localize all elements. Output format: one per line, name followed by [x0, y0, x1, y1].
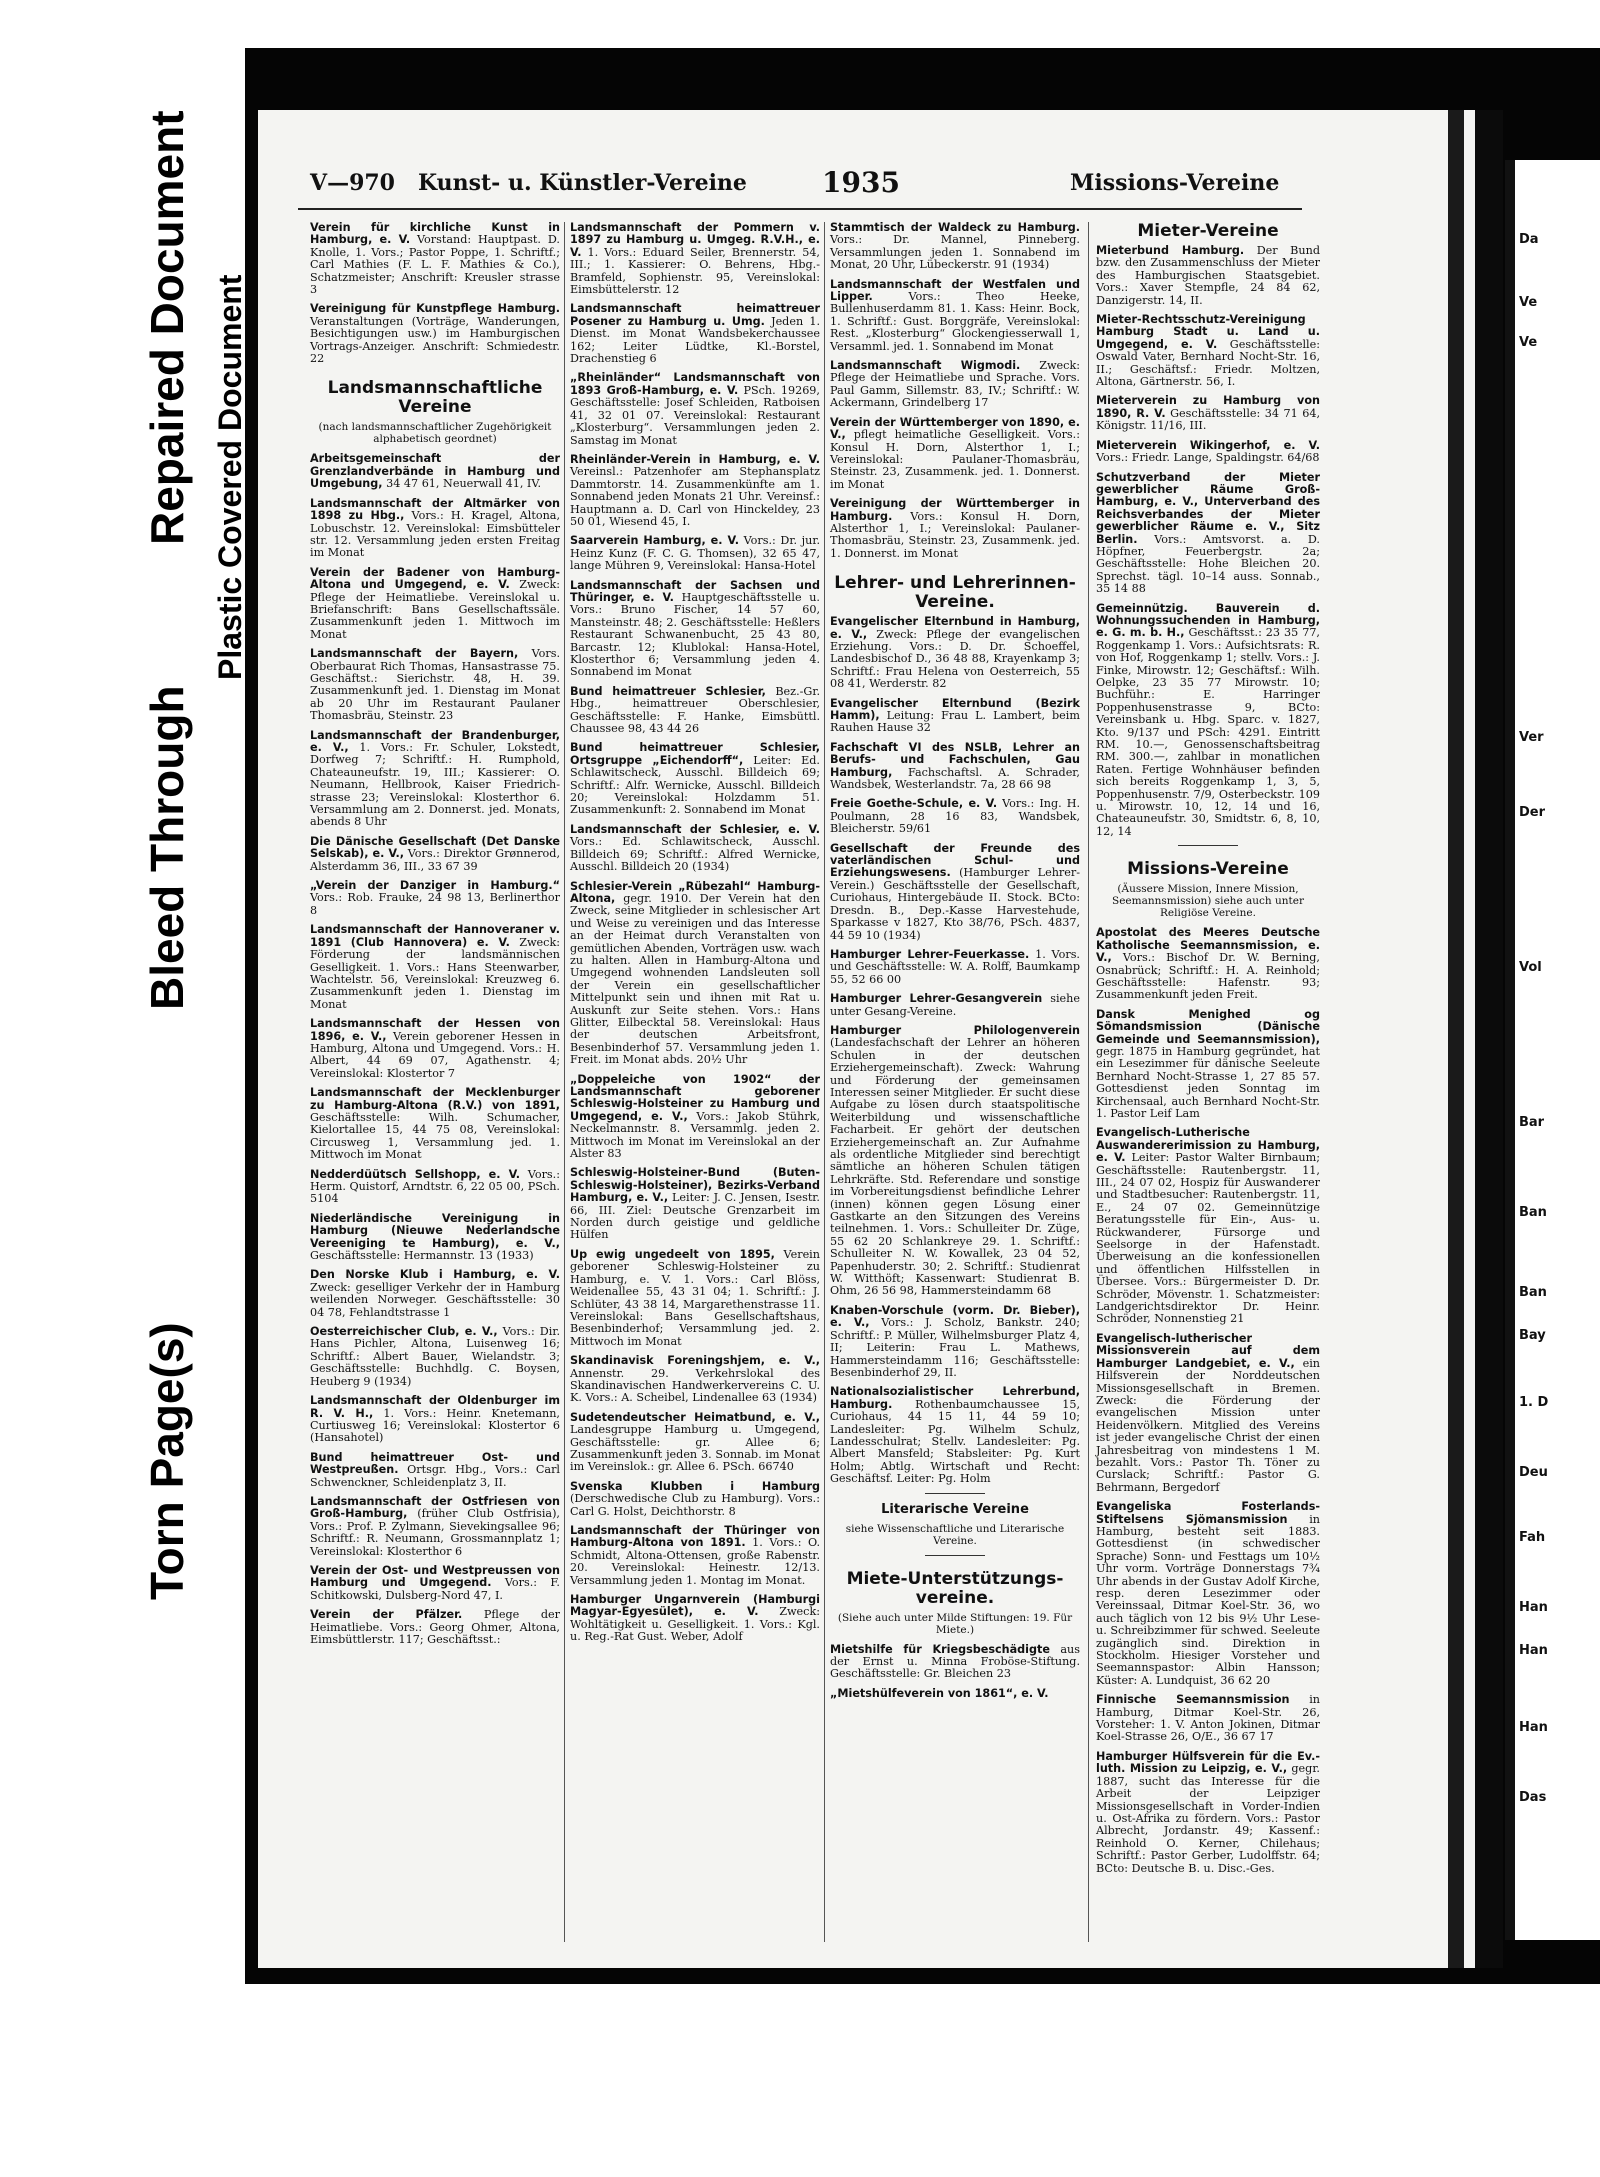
- directory-entry: Dansk Menighed og Sömandsmission (Dänische Gemeinde und Seemannsmission), gegr. 1875 in Hamburg gegründet, hat ein Lesezimmer für dänische Seeleute Bernhard Nocht-Strasse 1, 27 85 57. Gottesdienst jeden Sonntag im Kirchensaal, auch Bernhard Nocht-Str. 1. Pastor Leif Lam: [1096, 1007, 1320, 1120]
- page-header: [310, 166, 1310, 204]
- directory-entry: Landsmannschaft der Sachsen und Thüringer, e. V. Hauptgeschäftsstelle u. Vors.: Bruno Fischer, 14 57 60, Mansteinstr. 48; 2. Geschäftsstelle: Heßlers Restaurant Schwanenbucht, 25 43 80, Barcastr. 12; Klublokal: Hansa-Hotel, Klosterthor 6; Versammlung jeden 4. Sonnabend im Monat: [570, 578, 820, 679]
- directory-entry: Die Dänische Gesellschaft (Det Danske Selskab), e. V., Vors.: Direktor Grønnerod, Alsterdamm 36, III., 33 67 39: [310, 834, 560, 873]
- directory-entry: Landsmannschaft der Thüringer von Hamburg-Altona von 1891. 1. Vors.: O. Schmidt, Altona-Ottensen, große Rabenstr. 20. Vereinslokal: Heinestr. 12/13. Versammlung jeden 1. Montag im Monat.: [570, 1524, 821, 1587]
- column-divider: [824, 222, 825, 1942]
- directory-entry: Schlesier-Verein „Rübezahl“ Hamburg-Altona, gegr. 1910. Der Verein hat den Zweck, seine Mitglieder in schlesischer Art und Weise zu vereinigen und das Interesse an der Heimat durch Veranstalten von gemütlichen Abenden, Vorträgen usw. wach zu halten. Allen in Hamburg-Altona und Umgegend wohnenden Landsleuten soll der Verein ein gesellschaftlicher Mittelpunkt sein und ihnen mit Rat u. Auskunft zur Seite stehen. Vors.: Hans Glitter, Eilbecktal 58. Vereinslokal: Haus der deutschen Arbeitsfront, Besenbinderhof 57. Versammlung jeden 1. Freit. im Monat abds. 20½ Uhr: [570, 879, 820, 1067]
- directory-entry: Evangelisch-Lutherische Auswandererimission zu Hamburg, e. V. Leiter: Pastor Walter Birnbaum; Geschäftsstelle: Rautenbergstr. 11, III., 24 07 02, Hospiz für Auswanderer und Stadtbesucher: Rautenbergstr. 11, E., 24 07 02. Gemeinnützige Beratungsstelle für Ein-, Aus- u. Rückwanderer, Fürsorge und Seelsorge in der Hafenstadt. Überweisung an die konfessionellen und öffentlichen Hilfsstellen in Übersee. Vors.: Bürgermeister D. Dr. Schröder, Mövenstr. 1. Schatzmeister: Landgerichtsdirektor Dr. Heinr. Schröder, Nonnenstieg 21: [1096, 1126, 1320, 1326]
- directory-entry: Verein der Württemberger von 1890, e. V., pflegt heimatliche Geselligkeit. Vors.: Konsul H. Dorn, Alsterthor 1, I.; Vereinslokal: Paulaner-Thomasbräu, Steinstr. 23, Zusammenk. jed. 1. Donnerst. im Monat: [830, 415, 1080, 491]
- directory-entry: Oesterreichischer Club, e. V., Vors.: Dir. Hans Pichler, Altona, Luisenweg 16; Schriftf.: Albert Bauer, Wielandstr. 3; Geschäftsstelle: Buchhdlg. C. Boysen, Heuberg 9 (1934): [310, 1325, 561, 1388]
- directory-entry: Hamburger Philologenverein (Landesfachschaft der Lehrer an höheren Schulen in der deutschen Erziehergemeinschaft). Zweck: Wahrung und Förderung der gemeinsamen Interessen seiner Mitglieder. Er sucht diese Aufgabe zu lösen durch staatspolitische Weiterbildung und wissenschaftliche Facharbeit. Er gehört der deutschen Erziehergemeinschaft an. Zur Aufnahme als ordentliche Mitglieder sind berechtigt sämtliche an höheren Schulen tätigen Lehrkräfte. Std. Referendare und sonstige im Vorbereitungsdienst befindliche Lehrer (innen) können gegen Lösung einer Gastkarte an den Sitzungen des Vereins teilnehmen. 1. Vors.: Schulleiter Dr. Züge, 55 62 20 Schlankreye 29. 1. Schriftf.: Schulleiter N. W. Kowallek, 23 04 52, Papenhuderstr. 30; 2. Schriftf.: Studienrat W. Witthöft; Kassenwart: Studienrat B. Ohm, 26 56 98, Hammersteindamm 68: [830, 1023, 1080, 1298]
- adjacent-page-fragment: Der: [1519, 805, 1546, 820]
- directory-entry: Landsmannschaft der Altmärker von 1898 zu Hbg., Vors.: H. Kragel, Altona, Lobuschstr. 12. Vereinslokal: Eimsbütteler str. 12. Versammlung jeden ersten Freitag im Monat: [310, 496, 560, 560]
- section-note: (Äussere Mission, Innere Mission, Seemannsmission) siehe auch unter Religiöse Vereine.: [1112, 883, 1304, 920]
- directory-entry: Evangeliska Fosterlands-Stiftelsens Sjömansmission in Hamburg, besteht seit 1883. Gottesdienst (in schwedischer Sprache) Sonn- und Festtags um 10½ Uhr vorm. Vorträge Donnerstags 7¾ Uhr abends in der Gustav Adolf Kirche, resp. deren Lesezimmer oder Vereinssaal, Ditmar Koel-Str. 36, wo auch täglich von 12 bis 9½ Uhr Lese- u. Schreibzimmer für schwed. Seeleute zugänglich sind. Direktion in Stockholm. Hiesiger Vorsteher und Seemannspastor: Albin Hansson; Küster: A. Lundquist, 36 62 20: [1096, 1500, 1320, 1687]
- directory-entry: Knaben-Vorschule (vorm. Dr. Bieber), e. V., Vors.: J. Scholz, Bankstr. 240; Schriftf.: P. Müller, Wilhelmsburger Platz 4, II; Leiterin: Frau L. Mathews, Hammersteindamm 116; Geschäftsstelle: Besenbinderhof 29, II.: [830, 1303, 1080, 1379]
- adjacent-page-fragment: Ve: [1519, 295, 1538, 310]
- adjacent-page-fragment: Fah: [1519, 1530, 1546, 1545]
- section-heading: Landsmannschaftliche Vereine: [327, 378, 543, 418]
- column-divider: [564, 222, 565, 1942]
- directory-entry: Vereinigung der Württemberger in Hamburg. Vors.: Konsul H. Dorn, Alsterthor 1, I.; Vereinslokal: Paulaner-Thomasbräu, Steinstr. 23, Zusammenk. jed. 1. Donnerst. im Monat: [830, 497, 1080, 560]
- section-heading: Mieter-Vereine: [1137, 221, 1279, 241]
- directory-entry: „Rheinländer“ Landsmannschaft von 1893 Groß-Hamburg, e. V. PSch. 19269, Geschäftsstelle: Josef Schleiden, Ratboisen 41, 32 01 07. Vereinslokal: Restaurant „Klosterburg“. Versammlungen jeden 2. Samstag im Monat: [570, 371, 820, 447]
- directory-entry: Nedderdüütsch Sellshopp, e. V. Vors.: Herm. Quistorf, Arndtstr. 6, 22 05 00, PSch. 5104: [310, 1167, 560, 1206]
- directory-entry: Apostolat des Meeres Deutsche Katholische Seemannsmission, e. V., Vors.: Bischof Dr. W. Berning, Osnabrück; Schriftf.: H. A. Reinhold; Geschäftsstelle: Hafenstr. 93; Zusammenkunft jeden Freit.: [1096, 926, 1320, 1002]
- section-heading: Literarische Vereine: [881, 1501, 1029, 1517]
- directory-entry: Bund heimattreuer Ost- und Westpreußen. Ortsgr. Hbg., Vors.: Carl Schwenckner, Schleidenplatz 3, II.: [310, 1450, 561, 1489]
- label-margin: [0, 48, 245, 1984]
- adjacent-page-fragment: Bay: [1519, 1328, 1546, 1343]
- directory-entry: Sudetendeutscher Heimatbund, e. V., Landesgruppe Hamburg u. Umgegend, Geschäftsstelle: gr. Allee 6; Zusammenkunft jeden 3. Sonnab. im Monat im Vereinslok.: gr. Allee 6. PSch. 66740: [570, 1410, 820, 1474]
- directory-entry: Mieterbund Hamburg. Der Bund bzw. den Zusammenschluss der Mieter des Hamburgischen Staatsgebiet. Vors.: Xaver Stempfle, 24 84 62, Danzigerstr. 14, II.: [1096, 244, 1320, 307]
- directory-entry: Bund heimattreuer Schlesier, Bez.-Gr. Hbg., heimattreuer Oberschlesier, Geschäftsstelle: F. Hanke, Eimsbüttl. Chaussee 98, 43 44 26: [570, 684, 821, 736]
- adjacent-page-fragment: Ban: [1519, 1205, 1547, 1220]
- adjacent-page-fragment: Ve: [1519, 335, 1538, 350]
- directory-entry: Verein für kirchliche Kunst in Hamburg, e. V. Vorstand: Hauptpast. D. Knolle, 1. Vors.; Pastor Poppe, 1. Schriftf.; Carl Mathies (F. L. F. Mathies & Co.), Schatzmeister; Anschrift: Kreusler strasse 3: [310, 221, 560, 297]
- directory-entry: Niederländische Vereinigung in Hamburg (Nieuwe Nederlandsche Vereeniging te Hamburg), e. V., Geschäftsstelle: Hermannstr. 13 (1933): [310, 1211, 560, 1263]
- directory-entry: Finnische Seemannsmission in Hamburg, Ditmar Koel-Str. 26, Vorsteher: 1. V. Anton Jokinen, Ditmar Koel-Strasse 26, O/E., 36 67 17: [1096, 1693, 1320, 1744]
- directory-page: [258, 110, 1480, 1968]
- column-4: [1096, 222, 1320, 1882]
- directory-entry: Saarverein Hamburg, e. V. Vors.: Dr. jur. Heinz Kunz (F. C. G. Thomsen), 32 65 47, lange Mühren 9, Vereinslokal: Hansa-Hotel: [570, 534, 821, 573]
- directory-entry: Gemeinnützig. Bauverein d. Wohnungssuchenden in Hamburg, e. G. m. b. H., Geschäftsst.: 23 35 77, Roggenkamp 1. Vors.: Aufsichtsrats: R. von Hof, Roggenkamp 1; stellv. Vors.: J. Finke, Mirowstr. 12; Geschäftsf.: Wilh. Oelpke, 23 35 77 Mirowstr. 10; Buchführ.: E. Harringer Poppenhusenstrasse 9, BCto: Vereinsbank u. Hbg. Sparc. v. 1827, Kto. 9/137 und PSch: 4291. Eintritt RM. 10.—, Genossenschaftsbeitrag RM. 300.—, zahlbar in monatlichen Raten. Fertige Wohnhäuser befinden sich bereits Roggenkamp 1, 3, 5, Poppenhusenstr. 7/9, Osterbeckstr. 109 u. Mirowstr. 10, 12, 14 und 16, Chateauneufstr. 30, Smidtstr. 6, 8, 10, 12, 14: [1096, 601, 1320, 838]
- directory-entry: Vereinigung für Kunstpflege Hamburg. Veranstaltungen (Vorträge, Wanderungen, Besichtigungen usw.) im Hamburgischen Vortrags-Anzeiger. Anschrift: Schmiedestr. 22: [310, 302, 560, 366]
- adjacent-page-fragment: Bar: [1519, 1115, 1545, 1130]
- directory-entry: Fachschaft VI des NSLB, Lehrer an Berufs- und Fachschulen, Gau Hamburg, Fachschaftsl. A. Schrader, Wandsbek, Westerlandstr. 7a, 28 66 98: [830, 740, 1080, 792]
- directory-entry: Den Norske Klub i Hamburg, e. V. Zweck: geselliger Verkehr der in Hamburg weilenden Norweger. Geschäftsstelle: 30 04 78, Fehlandtstrasse 1: [310, 1268, 560, 1319]
- section-note: (nach landsmannschaftlicher Zugehörigkeit alphabetisch geordnet): [318, 421, 552, 446]
- section-heading: Lehrer- und Lehrerinnen-Vereine.: [834, 573, 1076, 613]
- directory-entry: Arbeitsgemeinschaft der Grenzlandverbände in Hamburg und Umgebung, 34 47 61, Neuerwall 41, IV.: [310, 452, 560, 491]
- directory-entry: Schleswig-Holsteiner-Bund (Buten-Schleswig-Holsteiner), Bezirks-Verband Hamburg, e. V., Leiter: J. C. Jensen, Isestr. 66, III. Ziel: Deutsche Grenzarbeit im Norden durch geistige und geldliche Hülfen: [570, 1166, 820, 1242]
- directory-entry: Verein der Ost- und Westpreussen von Hamburg und Umgegend. Vors.: F. Schitkowski, Dulsberg-Nord 47, I.: [310, 1563, 560, 1602]
- section-note: (Siehe auch unter Milde Stiftungen: 19. Für Miete.): [837, 1611, 1073, 1636]
- adjacent-page-fragment: Vol: [1519, 960, 1542, 975]
- divider: [925, 1555, 985, 1556]
- directory-entry: Landsmannschaft der Bayern, Vors. Oberbaurat Rich Thomas, Hansastrasse 75. Geschäftst.: Sierichstr. 48, H. 39. Zusammenkunft jed. 1. Dienstag im Monat ab 20 Uhr im Restaurant Paulaner Thomasbräu, Steinstr. 23: [310, 647, 560, 723]
- directory-entry: Svenska Klubben i Hamburg (Derschwedische Club zu Hamburg). Vors.: Carl G. Holst, Deichthorstr. 8: [570, 1479, 820, 1518]
- adjacent-page-strip: [1505, 160, 1600, 1940]
- plastic-covered-label: Plastic Covered Document: [212, 274, 248, 680]
- section-title-left: Kunst- u. Künstler-Vereine: [418, 170, 747, 196]
- directory-entry: „Mietshülfeverein von 1861“, e. V.: [830, 1686, 1049, 1700]
- directory-entry: Evangelischer Elternbund (Bezirk Hamm), Leitung: Frau L. Lambert, beim Rauhen Hause 32: [830, 696, 1080, 735]
- directory-entry: Landsmannschaft der Hessen von 1896, e. V., Verein geborener Hessen in Hamburg, Altona und Umgegend. Vors.: H. Albert, 44 69 07, Agathenstr. 4; Vereinslokal: Klostertor 7: [310, 1017, 560, 1080]
- directory-entry: Hamburger Lehrer-Gesangverein siehe unter Gesang-Vereine.: [830, 992, 1080, 1018]
- adjacent-page-fragment: Han: [1519, 1643, 1548, 1658]
- torn-pages-label: Torn Page(s): [141, 1322, 193, 1600]
- page-number: V—970: [310, 170, 395, 196]
- adjacent-page-fragment: Han: [1519, 1720, 1548, 1735]
- directory-entry: Landsmannschaft der Mecklenburger zu Hamburg-Altona (R.V.) von 1891, Geschäftsstelle: Wilh. Schumacher, Kielortallee 15, 44 75 08, Vereinslokal: Circusweg 1, Versammlung jed. 1. Mittwoch im Monat: [310, 1086, 560, 1162]
- header-rule: [298, 208, 1302, 210]
- directory-entry: Mietshilfe für Kriegsbeschädigte aus der Ernst u. Minna Froböse-Stiftung. Geschäftsstelle: Gr. Bleichen 23: [830, 1642, 1080, 1681]
- adjacent-page-fragment: Da: [1519, 232, 1539, 247]
- directory-entry: Landsmannschaft der Westfalen und Lipper. Vors.: Theo Heeke, Bullenhuserdamm 81. 1. Kass: Heinr. Bock, 1. Schriftf.: Gust. Borggräfe, Vereinslokal: Rest. „Klosterburg“ Glockengiesserwall 1, Versamml. jed. 1. Sonnabend im Monat: [830, 277, 1080, 353]
- directory-entry: Rheinländer-Verein in Hamburg, e. V. Vereinsl.: Patzenhofer am Stephansplatz Dammtorstr. 14. Zusammenkünfte am 1. Sonnabend jeden Monats 21 Uhr. Vereinsf.: Hauptmann a. D. Carl von Hinckeldey, 23 50 01, Wiesend 45, I.: [570, 452, 820, 528]
- directory-entry: Bund heimattreuer Schlesier, Ortsgruppe „Eichendorff“, Leiter: Ed. Schlawitscheck, Ausschl. Billdeich 69; Schriftf.: Alfr. Wernicke, Ausschl. Billdeich 20; Vereinslokal: Holzdamm 51. Zusammenkunft: 2. Sonnabend im Monat: [570, 741, 820, 817]
- section-note: siehe Wissenschaftliche und Literarische Vereine.: [845, 1522, 1065, 1547]
- directory-entry: Freie Goethe-Schule, e. V. Vors.: Ing. H. Poulmann, 28 16 83, Wandsbek, Bleicherstr. 59/61: [830, 797, 1081, 836]
- directory-entry: Landsmannschaft Wigmodi. Zweck: Pflege der Heimatliebe und Sprache. Vors. Paul Gamm, Sillemstr. 83, IV.; Schriftf.: W. Ackermann, Grindelberg 17: [830, 359, 1080, 410]
- column-3: [830, 222, 1080, 1707]
- directory-entry: „Verein der Danziger in Hamburg.“ Vors.: Rob. Frauke, 24 98 13, Berlinerthor 8: [310, 879, 560, 917]
- adjacent-page-fragment: Das: [1519, 1790, 1547, 1805]
- directory-entry: Landsmannschaft der Ostfriesen von Groß-Hamburg, (früher Club Ostfrisia), Vors.: Prof. P. Zylmann, Sievekingsallee 96; Schriftf.: R. Neumann, Grossmannplatz 1; Vereinslokal: Klosterthor 6: [310, 1494, 560, 1558]
- directory-entry: Hamburger Ungarnverein (Hamburgi Magyar-Egyesület), e. V. Zweck: Wohltätigkeit u. Geselligkeit. 1. Vors.: Kgl. u. Reg.-Rat Gust. Weber, Adolf: [570, 1593, 820, 1644]
- section-heading: Missions-Vereine: [1127, 859, 1289, 880]
- directory-entry: Verein der Badener von Hamburg-Altona und Umgegend, e. V. Zweck: Pflege der Heimatliebe. Vereinslokal u. Briefanschrift: Bans Gesellschaftssäle. Zusammenkunft jeden 1. Mittwoch im Monat: [310, 565, 560, 641]
- directory-entry: Hamburger Hülfsverein für die Ev.-luth. Mission zu Leipzig, e. V., gegr. 1887, sucht das Interesse für die Arbeit der Leipziger Missionsgesellschaft in Vorder-Indien u. Ost-Afrika zu fördern. Vors.: Pastor Albrecht, Jordanstr. 49; Kassenf.: Reinhold O. Kerner, Chilehaus; Schriftf.: Pastor Gerber, Ludolffstr. 64; BCto: Deutsche B. u. Disc.-Ges.: [1096, 1749, 1320, 1875]
- directory-entry: Landsmannschaft heimattreuer Posener zu Hamburg u. Umg. Jeden 1. Dienst. im Monat Wandsbekerchaussee 162; Leiter Lüdtke, Kl.-Borstel, Drachenstieg 6: [570, 302, 820, 366]
- directory-entry: Evangelisch-lutherischer Missionsverein auf dem Hamburger Landgebiet, e. V., ein Hilfsverein der Norddeutschen Missionsgesellschaft in Bremen. Zweck: die Förderung der evangelischen Mission unter Heidenvölkern. Mitglied des Vereins ist jeder evangelische Christ der einen Jahresbeitrag von mindestens 1 M. bezahlt. Vors.: Pastor Th. Töner zu Curslack; Schriftf.: Pastor G. Behrmann, Bergedorf: [1096, 1331, 1321, 1494]
- directory-entry: Landsmannschaft der Hannoveraner v. 1891 (Club Hannovera) e. V. Zweck: Förderung der landsmännischen Geselligkeit. 1. Vors.: Hans Steenwarber, Wachtelstr. 56, Vereinslokal: Kreuzweg 6. Zusammenkunft jeden 1. Dienstag im Monat: [310, 923, 560, 1011]
- adjacent-page-fragment: Ban: [1519, 1285, 1547, 1300]
- directory-entry: Landsmannschaft der Brandenburger, e. V., 1. Vors.: Fr. Schuler, Lokstedt, Dorfweg 7; Schriftf.: H. Rumphold, Chateauneufstr. 19, III.; Kassierer: O. Neumann, Hellbrook, Kaiser Friedrich-strasse 23; Vereinslokal: Klosterthor 6. Versammlung am 2. Donnerst. jed. Monats, abends 8 Uhr: [310, 728, 560, 829]
- adjacent-page-fragment: Ver: [1519, 730, 1544, 745]
- bleed-through-label: Bleed Through: [141, 685, 193, 1010]
- column-2: [570, 222, 820, 1651]
- directory-entry: Verein der Pfälzer. Pflege der Heimatliebe. Vors.: Georg Ohmer, Altona, Eimsbüttlerstr. 117; Geschäftsst.:: [310, 1608, 560, 1646]
- repaired-document-label: Repaired Document: [141, 110, 193, 545]
- directory-entry: Skandinavisk Foreningshjem, e. V., Annenstr. 29. Verkehrslokal des Skandinavischen Handwerkervereins C. U. K. Vors.: A. Scheibel, Lindenallee 63 (1934): [570, 1354, 820, 1405]
- directory-entry: Landsmannschaft der Pommern v. 1897 zu Hamburg u. Umgeg. R.V.H., e. V. 1. Vors.: Eduard Seiler, Brennerstr. 54, III.; 1. Kassierer: O. Behrens, Hbg.-Bramfeld, Sophienstr. 95, Vereinslokal: Eimsbüttelerstr. 12: [570, 221, 820, 297]
- directory-entry: „Doppeleiche von 1902“ der Landsmannschaft geborener Schleswig-Holsteiner zu Hamburg und Umgegend, e. V., Vors.: Jakob Stührk, Neckelmannstr. 8. Versammlg. jeden 2. Mittwoch im Monat im Vereinslokal an der Alster 83: [570, 1072, 821, 1161]
- adjacent-page-edge: [1505, 160, 1515, 1940]
- directory-entry: Up ewig ungedeelt von 1895, Verein geborener Schleswig-Holsteiner zu Hamburg, e. V. 1. Vors.: Carl Blöss, Weidenallee 55, 43 31 04; 1. Schriftf.: J. Schlüter, 43 38 14, Margarethenstrasse 11. Vereinslokal: Bans Gesellschaftshaus, Besenbinderhof; Versammlung jed. 2. Mittwoch im Monat: [570, 1247, 820, 1348]
- page-gutter: [1475, 110, 1503, 1968]
- directory-entry: Mieterverein Wikingerhof, e. V. Vors.: Friedr. Lange, Spaldingstr. 64/68: [1096, 438, 1320, 465]
- divider: [1178, 845, 1238, 846]
- divider: [925, 1493, 985, 1494]
- column-1: [310, 222, 560, 1653]
- directory-entry: Mieter-Rechtsschutz-Vereinigung Hamburg Stadt u. Land u. Umgegend, e. V. Geschäftsstelle: Oswald Vater, Bernhard Nocht-Str. 16, II.; Geschäftsf.: Friedr. Moltzen, Altona, Gärtnerstr. 56, I.: [1096, 313, 1320, 389]
- year-title: 1935: [822, 166, 900, 199]
- section-heading: Miete-Unterstützungs-vereine.: [846, 1568, 1064, 1608]
- directory-entry: Mieterverein zu Hamburg von 1890, R. V. Geschäftsstelle: 34 71 64, Königstr. 11/16, III.: [1096, 394, 1320, 433]
- directory-entry: Schutzverband der Mieter gewerblicher Räume Groß-Hamburg, e. V., Unterverband des Reichsverbandes der Mieter gewerblicher Räume e. V., Sitz Berlin. Vors.: Amtsvorst. a. D. Höpfner, Feuerbergstr. 2a; Geschäftsstelle: Hohe Bleichen 20. Sprechst. tägl. 10–14 auss. Sonnab., 35 14 88: [1096, 470, 1320, 596]
- section-title-right: Missions-Vereine: [1070, 170, 1280, 196]
- directory-entry: Evangelischer Elternbund in Hamburg, e. V., Zweck: Pflege der evangelischen Erziehung. Vors.: D. Dr. Schoeffel, Landesbischof D., 36 48 88, Krayenkamp 3; Schriftf.: Frau Helena von Oesterreich, 55 08 41, Werderstr. 82: [830, 615, 1080, 691]
- column-divider: [1088, 222, 1089, 1942]
- directory-entry: Landsmannschaft der Oldenburger im R. V. H., 1. Vors.: Heinr. Knetemann, Curtiusweg 16; Vereinslokal: Klostertor 6 (Hansahotel): [310, 1394, 560, 1445]
- adjacent-page-fragment: Deu: [1519, 1465, 1548, 1480]
- directory-entry: Stammtisch der Waldeck zu Hamburg. Vors.: Dr. Mannel, Pinneberg. Versammlungen jeden 1. Sonnabend im Monat, 20 Uhr, Lübeckerstr. 91 (1934): [830, 221, 1080, 272]
- directory-entry: Hamburger Lehrer-Feuerkasse. 1. Vors. und Geschäftsstelle: W. A. Rolff, Baumkamp 55, 52 66 00: [830, 947, 1080, 986]
- adjacent-page-fragment: Han: [1519, 1600, 1548, 1615]
- directory-entry: Gesellschaft der Freunde des vaterländischen Schul- und Erziehungswesens. (Hamburger Lehrer-Verein.) Geschäftsstelle der Gesellschaft, Curiohaus, Hintergebäude II. Stock. BCto: Dresdn. B., Dep.-Kasse Harvestehude, Sparkasse v 1827, Kto 38/76, PSch. 4837, 44 59 10 (1934): [830, 841, 1081, 942]
- page-edge: [1448, 110, 1464, 1968]
- directory-entry: Nationalsozialistischer Lehrerbund, Hamburg. Rothenbaumchaussee 15, Curiohaus, 44 15 11, 44 59 10; Landesleiter: Pg. Wilhelm Schulz, Landesschulrat; Stellv. Landesleiter: Pg. Albert Mansfeld; Stabsleiter: Pg. Kurt Holm; Abtlg. Wirtschaft und Recht: Geschäftsf. Leiter: Pg. Holm: [830, 1385, 1081, 1486]
- adjacent-page-fragment: 1. D: [1519, 1395, 1549, 1410]
- directory-entry: Landsmannschaft der Schlesier, e. V. Vors.: Ed. Schlawitscheck, Ausschl. Billdeich 69; Schriftf.: Alfred Wernicke, Ausschl. Billdeich 20 (1934): [570, 822, 820, 874]
